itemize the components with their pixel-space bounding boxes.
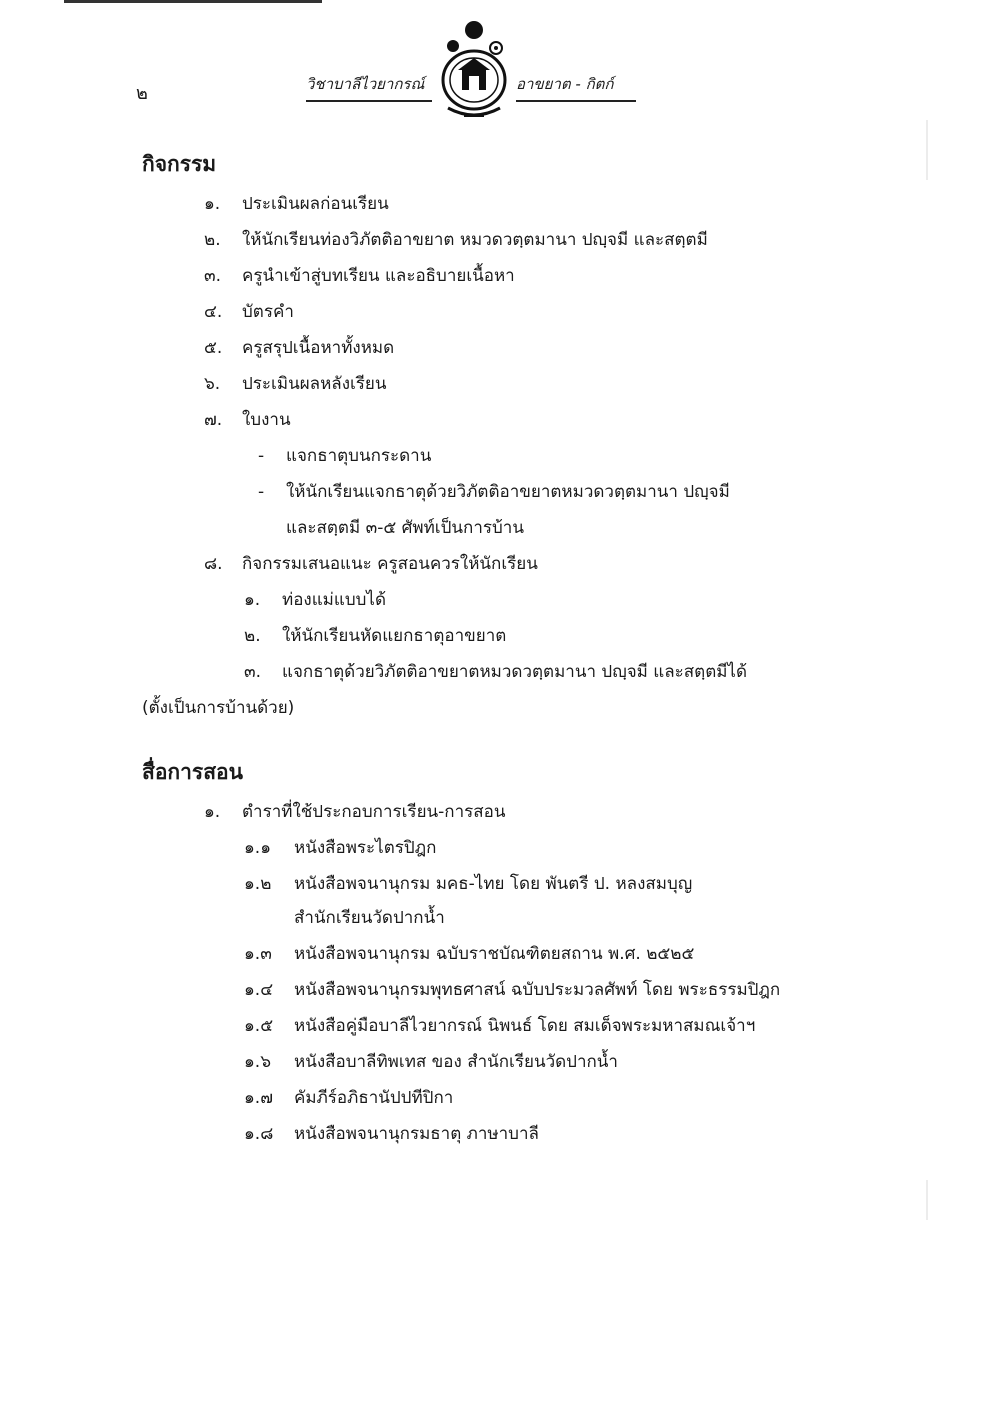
header-topic: อาขยาต - กิตก์: [516, 72, 636, 102]
item-text: กิจกรรมเสนอแนะ ครูสอนควรให้นักเรียน: [242, 554, 538, 574]
item-number: ๑.๖: [244, 1052, 271, 1072]
list-item: [204, 298, 294, 325]
book-item: [244, 834, 436, 861]
item-number: ๑.๗: [244, 1088, 273, 1108]
scan-artifact: [926, 120, 928, 180]
page-number: ๒: [136, 83, 148, 104]
item-number: ๑.๓: [244, 944, 272, 964]
item-text: ประเมินผลก่อนเรียน: [242, 194, 389, 214]
list-item: [204, 334, 394, 361]
worksheet-item: [258, 442, 431, 469]
item-text: สำนักเรียนวัดปากน้ำ: [294, 908, 445, 928]
worksheet-item: [258, 478, 730, 505]
item-number: ๗.: [204, 410, 223, 430]
item-text: แจกธาตุด้วยวิภัตติอาขยาตหมวดวตฺตมานา ปญฺจมี และสตฺตมีได้: [282, 662, 748, 682]
list-item: [204, 190, 389, 217]
list-item: [204, 550, 538, 577]
sub-list-item: [244, 586, 386, 613]
item-text: ประเมินผลหลังเรียน: [242, 374, 387, 394]
item-number: ๑.๕: [244, 1016, 274, 1036]
item-number: ๑.๘: [244, 1124, 274, 1144]
list-item: [204, 370, 387, 397]
book-item: [244, 940, 694, 967]
item-text: หนังสือบาลีทิพเทส ของ สำนักเรียนวัดปากน้ำ: [294, 1052, 618, 1072]
top-rule: [64, 0, 322, 3]
item-text: หนังสือพจนานุกรม ฉบับราชบัณฑิตยสถาน พ.ศ. ๒๕๒๕: [294, 944, 695, 964]
media-heading: สื่อการสอน: [142, 760, 244, 784]
item-text: หนังสือพจนานุกรมธาตุ ภาษาบาลี: [294, 1124, 539, 1144]
book-item: [244, 1084, 453, 1111]
item-text: แจกธาตุบนกระดาน: [286, 446, 432, 466]
book-item: [244, 870, 692, 897]
item-number: ๔.: [204, 302, 223, 322]
item-text: ให้นักเรียนหัดแยกธาตุอาขยาต: [282, 626, 507, 646]
school-emblem-logo: [436, 18, 512, 126]
item-number: ๓.: [244, 662, 262, 682]
item-text: ให้นักเรียนแจกธาตุด้วยวิภัตติอาขยาตหมวดวตฺตมานา ปญฺจมี: [286, 482, 730, 502]
item-number: ๒.: [244, 626, 261, 646]
book-item: [244, 1048, 618, 1075]
item-text: หนังสือพจนานุกรม มคธ-ไทย โดย พันตรี ป. หลงสมบุญ: [294, 874, 693, 894]
item-text: หนังสือพระไตรปิฎก: [294, 838, 437, 858]
item-number: ๖.: [204, 374, 221, 394]
item-text: หนังสือคู่มือบาลีไวยากรณ์ นิพนธ์ โดย สมเด็จพระมหาสมณเจ้าฯ: [294, 1016, 756, 1036]
item-text: บัตรคำ: [242, 302, 294, 322]
worksheet-item-continued: [258, 514, 524, 541]
item-number: ๑.๑: [244, 838, 271, 858]
item-number: ๘.: [204, 554, 223, 574]
item-number: ๑.๒: [244, 874, 272, 894]
continuation-text: (ตั้งเป็นการบ้านด้วย): [142, 698, 295, 718]
item-number: ๑.: [244, 590, 261, 610]
header-subject: วิชาบาลีไวยากรณ์: [306, 72, 432, 102]
item-text: ให้นักเรียนท่องวิภัตติอาขยาต หมวดวตฺตมานา ปญฺจมี และสตฺตมี: [242, 230, 708, 250]
item-number: ๒.: [204, 230, 221, 250]
book-item-continued: [244, 904, 445, 931]
item-text: ครูนำเข้าสู่บทเรียน และอธิบายเนื้อหา: [242, 266, 515, 286]
item-number: ๑.: [204, 802, 221, 822]
scan-artifact: [926, 1180, 928, 1220]
item-text: คัมภีร์อภิธานัปปทีปิกา: [294, 1088, 454, 1108]
dash-bullet: -: [258, 446, 265, 466]
list-item: [204, 226, 708, 253]
item-text: ใบงาน: [242, 410, 291, 430]
activities-heading: กิจกรรม: [142, 152, 217, 176]
item-number: ๕.: [204, 338, 223, 358]
item-text: ท่องแม่แบบได้: [282, 590, 387, 610]
item-text: ครูสรุปเนื้อหาทั้งหมด: [242, 338, 395, 358]
list-item: [204, 798, 505, 825]
dash-bullet: -: [258, 482, 265, 502]
item-number: ๑.: [204, 194, 221, 214]
item-text: หนังสือพจนานุกรมพุทธศาสน์ ฉบับประมวลศัพท์ โดย พระธรรมปิฎก: [294, 980, 781, 1000]
item-text: และสตฺตมี ๓-๕ ศัพท์เป็นการบ้าน: [286, 518, 524, 538]
item-number: ๑.๔: [244, 980, 274, 1000]
item-number: ๓.: [204, 266, 222, 286]
book-item: [244, 1120, 539, 1147]
sub-list-item: [244, 658, 747, 685]
sub-list-item: [244, 622, 506, 649]
list-item: [204, 262, 515, 289]
book-item: [244, 976, 780, 1003]
item-text: ตำราที่ใช้ประกอบการเรียน-การสอน: [242, 802, 506, 822]
book-item: [244, 1012, 755, 1039]
list-item: [204, 406, 291, 433]
